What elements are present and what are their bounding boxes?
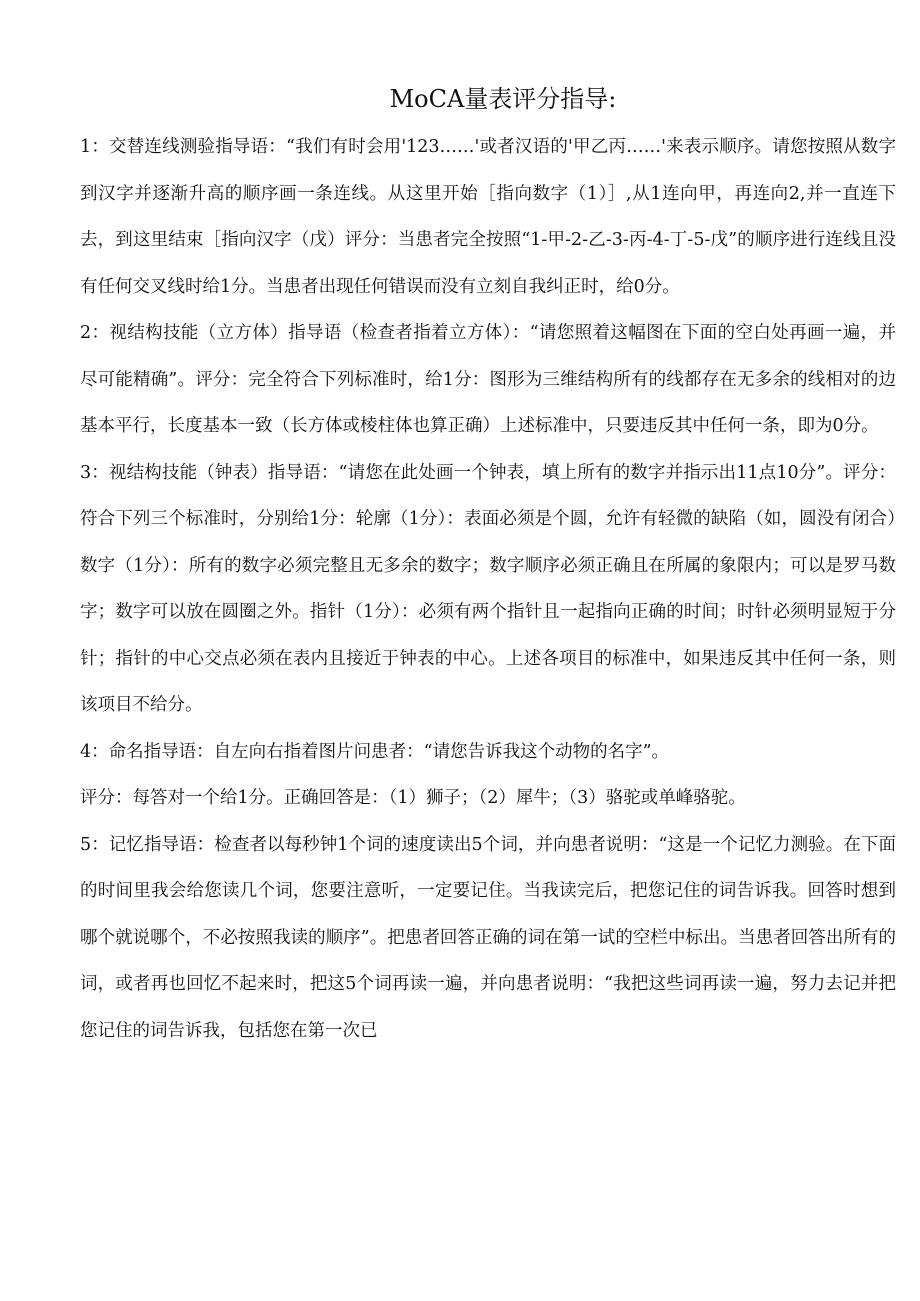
paragraph-naming: 4：命名指导语：自左向右指着图片问患者：“请您告诉我这个动物的名字”。 — [80, 741, 670, 762]
paragraph-memory: 5：记忆指导语：检查者以每秒钟1个词的速度读出5个词，并向患者说明：“这是一个记忆力测验。在下面的时间里我会给您读几个词，您要注意听，一定要记住。当我读完后，把您记住的词告诉我。回答时想到哪个就说哪个，不必按照我读的顺序”。把患者回答正确的词在第一试的空栏中标出。当患者回答出所有的词，或者再也回忆不起来时，把这5个词再读一遍，并向患者说明：“我把这些词再读一遍，努力去记并把您记住的词告诉我，包括您在第一次已 — [80, 834, 896, 1041]
paragraph-clock-drawing: 3：视结构技能（钟表）指导语：“请您在此处画一个钟表，填上所有的数字并指示出11点10分”。评分：符合下列三个标准时，分别给1分：轮廓（1分）：表面必须是个圆，允许有轻微的缺陷（如，圆没有闭合）数字（1分）：所有的数字必须完整且无多余的数字；数字顺序必须正确且在所属的象限内；可以是罗马数字；数字可以放在圆圈之外。指针（1分）：必须有两个指针且一起指向正确的时间；时针必须明显短于分针；指针的中心交点必须在表内且接近于钟表的中心。上述各项目的标准中，如果违反其中任何一条，则该项目不给分。 — [80, 462, 896, 715]
paragraph-trail-making: 1：交替连线测验指导语：“我们有时会用'123……'或者汉语的'甲乙丙……'来表示顺序。请您按照从数字到汉字并逐渐升高的顺序画一条连线。从这里开始［指向数字（1）］,从1连向甲，再连向2,并一直连下去，到这里结束［指向汉字（戊）评分：当患者完全按照“1-甲-2-乙-3-丙-4-丁-5-戊”的顺序进行连线且没有任何交叉线时给1分。当患者出现任何错误而没有立刻自我纠正时，给0分。 — [80, 137, 896, 297]
page-title: MoCA量表评分指导: — [389, 85, 617, 113]
paragraph-naming-scoring: 评分：每答对一个给1分。正确回答是：（1）狮子；（2）犀牛；（3）骆驼或单峰骆驼。 — [80, 788, 746, 808]
paragraph-cube-copy: 2：视结构技能（立方体）指导语（检查者指着立方体）：“请您照着这幅图在下面的空白处再画一遍，并尽可能精确”。评分：完全符合下列标准时，给1分：图形为三维结构所有的线都存在无多余的线相对的边基本平行，长度基本一致（长方体或棱柱体也算正确）上述标准中，只要违反其中任何一条，即为0分。 — [80, 323, 896, 436]
